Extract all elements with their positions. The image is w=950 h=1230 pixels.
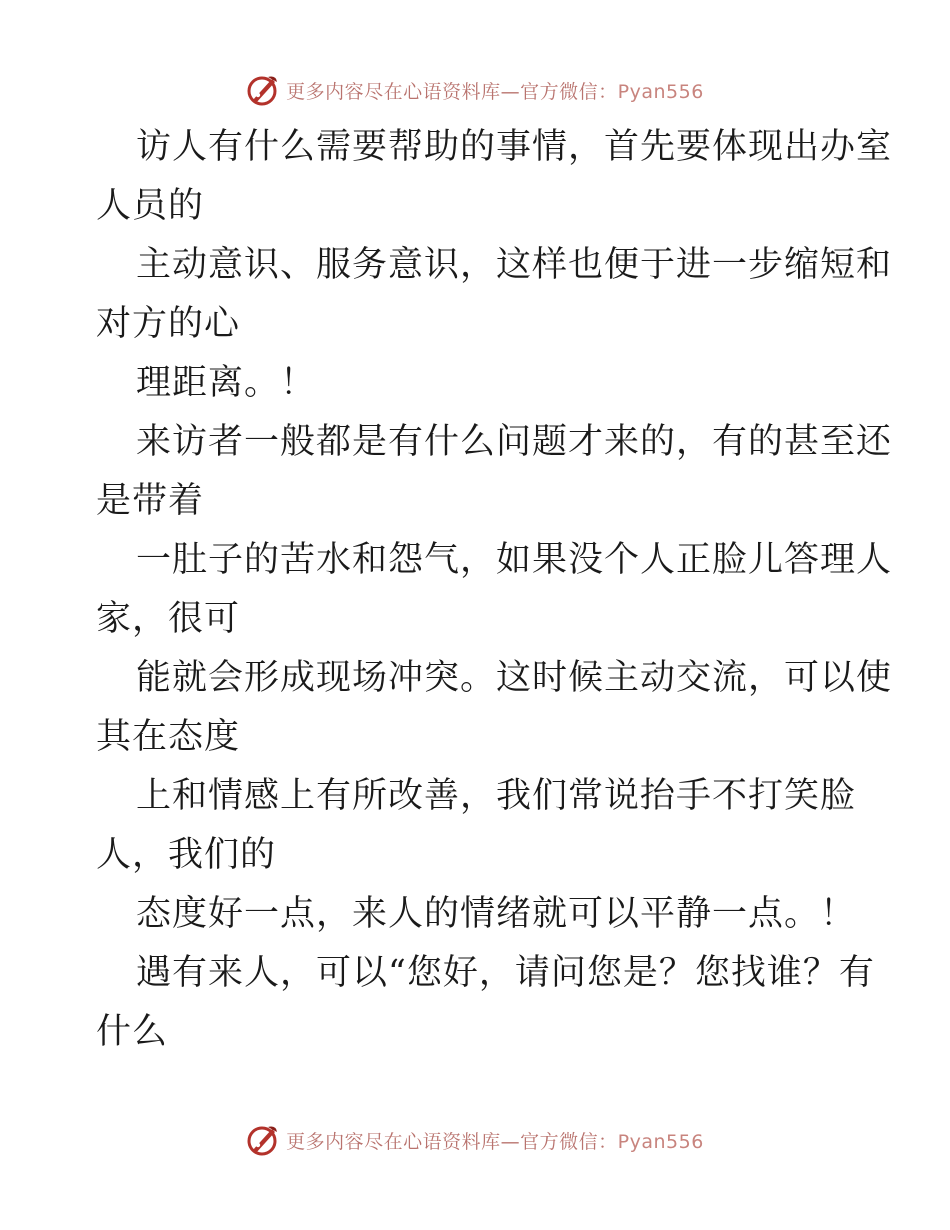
text-line: 能就会形成现场冲突。这时候主动交流，可以使 [136,658,893,698]
text-line: 一肚子的苦水和怨气，如果没个人正脸儿答理人 [136,540,893,580]
text-line: 上和情感上有所改善，我们常说抬手不打笑脸 [136,776,857,816]
quill-pen-logo-icon [246,1123,280,1157]
text-line: 其在态度 [96,717,241,757]
footer-banner [0,1120,950,1160]
text-line: 访人有什么需要帮助的事情，首先要体现出办室 [136,127,893,167]
text-line: 态度好一点，来人的情绪就可以平静一点。！ [136,894,857,934]
banner-wechat-id: Pyan556 [617,80,704,103]
text-line: 人，我们的 [96,835,277,875]
text-line: 来访者一般都是有什么问题才来的，有的甚至还 [136,422,893,462]
text-line: 对方的心 [96,304,241,344]
text-line: 什么 [96,1012,169,1052]
text-line: 是带着 [96,481,205,521]
quill-pen-logo-icon [246,73,280,107]
banner-promo-text: 更多内容尽在心语资料库—官方微信： [286,80,618,103]
document-body [96,118,893,1062]
text-line: 主动意识、服务意识，这样也便于进一步缩短和 [136,245,893,285]
banner-text [286,1127,704,1154]
text-line: 遇有来人，可以“您好，请问您是？您找谁？有 [136,953,875,993]
text-line: 家，很可 [96,599,241,639]
banner-text [286,77,704,104]
text-line: 人员的 [96,186,205,226]
text-line: 理距离。！ [136,363,317,403]
banner-promo-text: 更多内容尽在心语资料库—官方微信： [286,1130,618,1153]
header-banner [0,70,950,110]
banner-wechat-id: Pyan556 [617,1130,704,1153]
